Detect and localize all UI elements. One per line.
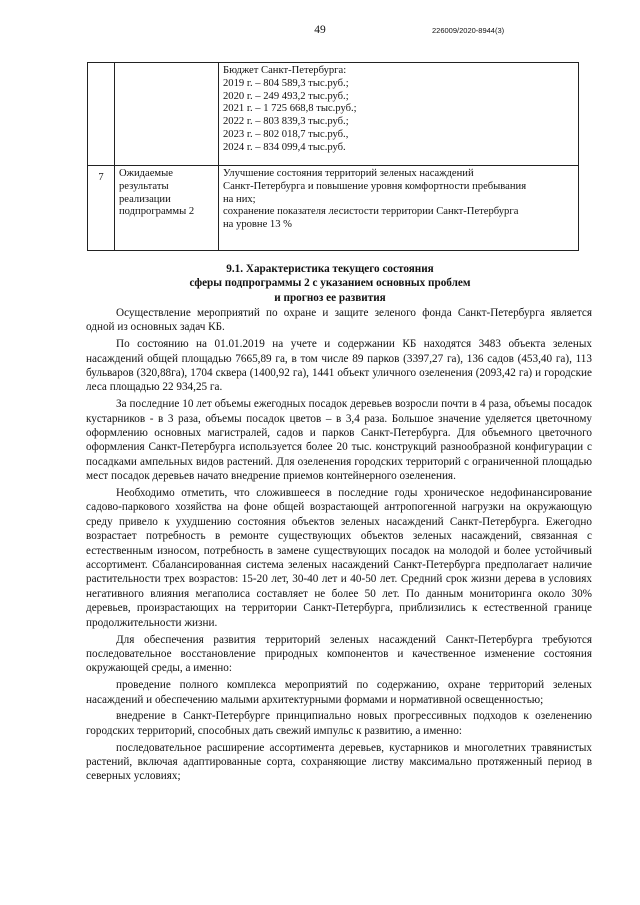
budget-line: 2024 г. – 834 099,4 тыс.руб. [223,141,346,153]
section-title-line: и прогноз ее развития [274,291,386,304]
result-line: Санкт-Петербурга и повышение уровня комфортности пребывания [223,180,527,192]
budget-line: 2022 г. – 803 839,3 тыс.руб.; [223,116,349,128]
result-line: сохранение показателя лесистости территории Санкт-Петербурга [223,206,519,218]
result-line: на уровне 13 % [223,219,292,231]
table-cell-empty [115,63,219,166]
budget-line: 2023 г. – 802 018,7 тыс.руб., [223,128,349,140]
paragraph: Необходимо отметить, что сложившееся в последние годы хроническое недофинансирование садово-паркового хозяйства на фоне общей возрастающей антропогенной нагрузки на окружающую среду привело к ухудшению состояния объектов зеленых насаждений Санкт-Петербурга. Ежегодно возрастает потребность в ремонте существующих объектов зеленых насаждений, связанная с естественным износом, потребность в замене существующих посадок на молодой и более устойчивый ассортимент. Сбалансированная система зеленых насаждений Санкт-Петербурга предполагает наличие растительности трех возрастов: 15-20 лет, 30-40 лет и 40-50 лет. Средний срок жизни дерева в условиях негативного влияния мегаполиса составляет не более 50 лет. По данным мониторинга около 30% деревьев, произрастающих на территории Санкт-Петербурга, приблизились к естественной границе продолжительности жизни. [86,487,592,629]
paragraph: Осуществление мероприятий по охране и защите зеленого фонда Санкт-Петербурга является одной из основных задач КБ. [86,307,592,334]
section-title-line: сферы подпрограммы 2 с указанием основных проблем [189,277,471,290]
row-label-line: результаты [119,180,169,192]
budget-line: 2019 г. – 804 589,3 тыс.руб.; [223,77,349,89]
budget-line: 2020 г. – 249 493,2 тыс.руб.; [223,90,349,102]
paragraph: последовательное расширение ассортимента деревьев, кустарников и многолетних травянистых растений, включая адаптированные сорта, сохраняющие листву максимально протяженный период в северных условиях; [86,741,592,783]
body-text [86,306,592,784]
row-label-line: подпрограммы 2 [119,206,195,218]
paragraph: проведение полного комплекса мероприятий по содержанию, охране территорий зеленых насаждений и обеспечению малыми архитектурными формами и нормативной освещенностью; [86,679,592,706]
page-number: 49 [314,24,326,36]
row-number: 7 [88,166,115,251]
budget-line: 2021 г. – 1 725 668,8 тыс.руб.; [223,103,357,115]
result-line: на них; [223,193,256,205]
document-code: 226009/2020-8944(3) [432,26,505,35]
paragraph: По состоянию на 01.01.2019 на учете и содержании КБ находятся 3483 объекта зеленых насаждений общей площадью 7665,89 га, в том числе 89 парков (3397,27 га), 136 садов (453,40 га), 113 бульваров (320,88га), 1704 сквера (1400,92 га), 1441 объект уличного озеленения (2093,42 га) и городские леса площадью 22 934,25 га. [86,338,592,394]
section-title [70,262,590,305]
passport-table [87,62,579,251]
section-title-line: 9.1. Характеристика текущего состояния [226,263,434,275]
table-row [88,166,579,251]
row-label-line: реализации [119,193,171,205]
paragraph: Для обеспечения развития территорий зеленых насаждений Санкт-Петербурга требуются последовательное восстановление природных компонентов и качественное изменение состояния окружающей среды, а именно: [86,633,592,675]
budget-line: Бюджет Санкт-Петербурга: [223,65,347,76]
result-line: Улучшение состояния территорий зеленых насаждений [223,168,474,179]
expected-results-cell [219,166,579,251]
table-cell-empty [88,63,115,166]
row-label-cell [115,166,219,251]
paragraph: внедрение в Санкт-Петербурге принципиально новых прогрессивных подходов к озеленению городских территорий, способных дать свежий импульс к развитию, а именно: [86,710,592,737]
paragraph: За последние 10 лет объемы ежегодных посадок деревьев возросли почти в 4 раза, объемы посадок кустарников - в 3 раза, объемы посадок цветов – в 3,4 раза. Большое значение уделяется цветочному оформлению основных магистралей, садов и парков Санкт-Петербурга. Для объемного цветочного оформления Санкт-Петербурга используется более 20 тыс. конструкций разнообразной конфигурации с посадками ампельных видов растений. Для озеленения городских территорий с ограниченной площадью мест посадок деревьев начато внедрение приемов контейнерного озеленения. [86,398,592,483]
budget-cell [219,63,579,166]
row-label-line: Ожидаемые [119,168,173,179]
table-row [88,63,579,166]
